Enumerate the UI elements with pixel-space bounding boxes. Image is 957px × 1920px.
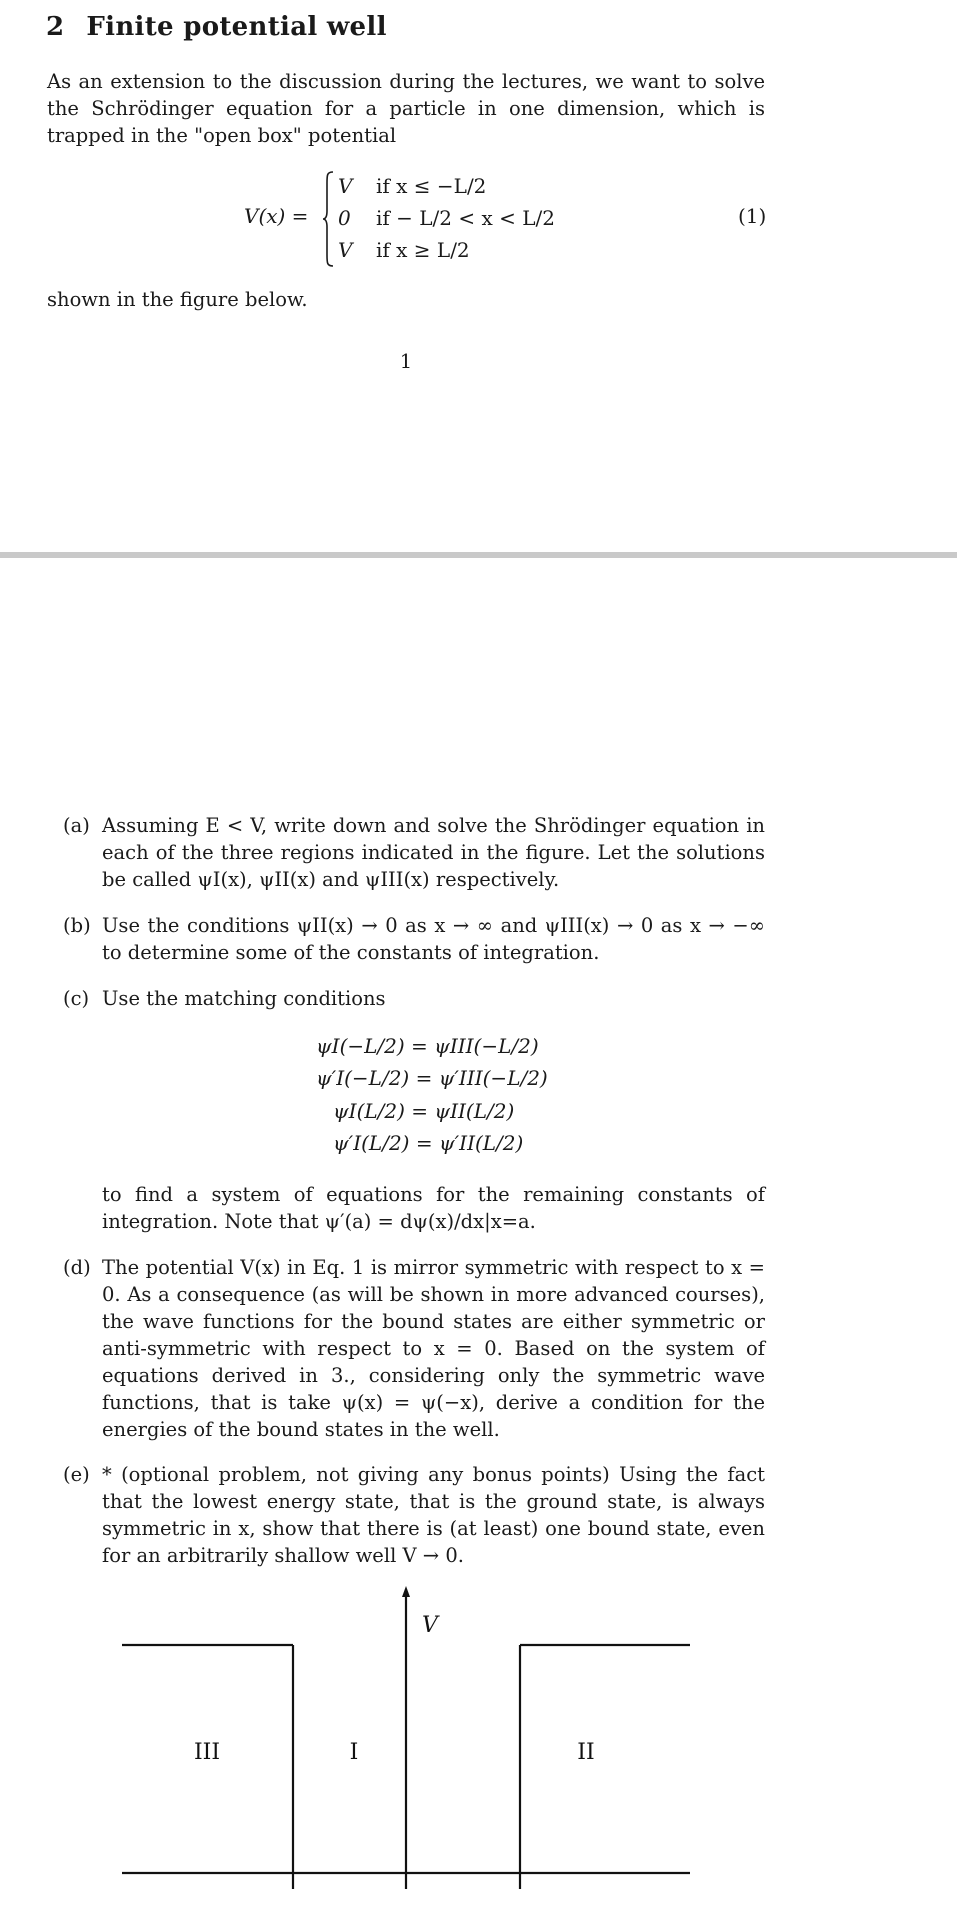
intro-paragraph: As an extension to the discussion during the lectures, we want to solve the Schrödinger equation for a particle in one dimension, which is trapped in the "open box" potential xyxy=(47,70,765,147)
equation-number: (1) xyxy=(738,204,767,228)
matching-condition: ψI(−L/2) = ψIII(−L/2) xyxy=(316,1034,539,1058)
left-brace-icon xyxy=(322,171,334,267)
case-row: 0 if − L/2 < x < L/2 xyxy=(338,206,555,230)
case-row: V if x ≥ L/2 xyxy=(338,238,470,262)
page-number: 1 xyxy=(399,350,413,373)
item-text: Assuming E < V, write down and solve the Shrödinger equation in each of the three regions indicated in the figure. Let the solutions be called ψI(x), ψII(x) and ψIII(x) respectively. xyxy=(102,814,765,891)
item-label: (d) xyxy=(63,1256,91,1279)
item-text: Use the matching conditions xyxy=(102,987,386,1010)
axis-arrow-icon xyxy=(402,1586,410,1597)
matching-condition: ψ′I(−L/2) = ψ′III(−L/2) xyxy=(316,1066,548,1090)
item-text: * (optional problem, not giving any bonus points) Using the fact that the lowest energy state, that is the ground state, is always symmetric in x, show that there is (at least) one bound state, even for an arbitrarily shallow well V → 0. xyxy=(102,1463,765,1567)
item-label: (c) xyxy=(63,987,90,1010)
matching-condition: ψI(L/2) = ψII(L/2) xyxy=(333,1099,515,1123)
section-title: Finite potential well xyxy=(86,12,387,42)
item-label: (e) xyxy=(63,1463,90,1486)
item-label: (a) xyxy=(63,814,90,837)
equation-lhs: V(x) = xyxy=(244,204,309,228)
potential-well-figure xyxy=(110,1585,710,1895)
page-1 xyxy=(0,0,957,552)
matching-condition: ψ′I(L/2) = ψ′II(L/2) xyxy=(333,1131,524,1155)
potential-equation xyxy=(0,170,957,268)
axis-label: V xyxy=(422,1613,438,1638)
equation-cases xyxy=(338,170,555,266)
item-text: The potential V(x) in Eq. 1 is mirror symmetric with respect to x = 0. As a consequence (as will be shown in more advanced courses), the wave functions for the bound states are either symmetric or anti-symmetric with respect to x = 0. Based on the system of equations derived in 3., considering only the symmetric wave functions, that is take ψ(x) = ψ(−x), derive a condition for the energies of the bound states in the well. xyxy=(102,1256,765,1441)
item-text: to find a system of equations for the remaining constants of integration. Note that ψ′(a) = dψ(x)/dx|x=a. xyxy=(102,1183,765,1233)
region-label-ii: II xyxy=(577,1740,595,1765)
item-label: (b) xyxy=(63,914,91,937)
after-equation-text: shown in the figure below. xyxy=(47,288,308,311)
section-heading xyxy=(46,12,387,42)
region-label-i: I xyxy=(349,1740,359,1765)
section-number: 2 xyxy=(46,12,65,42)
item-text: Use the conditions ψII(x) → 0 as x → ∞ and ψIII(x) → 0 as x → −∞ to determine some of the constants of integration. xyxy=(102,914,765,964)
case-row: V if x ≤ −L/2 xyxy=(338,174,487,198)
region-label-iii: III xyxy=(193,1740,221,1765)
